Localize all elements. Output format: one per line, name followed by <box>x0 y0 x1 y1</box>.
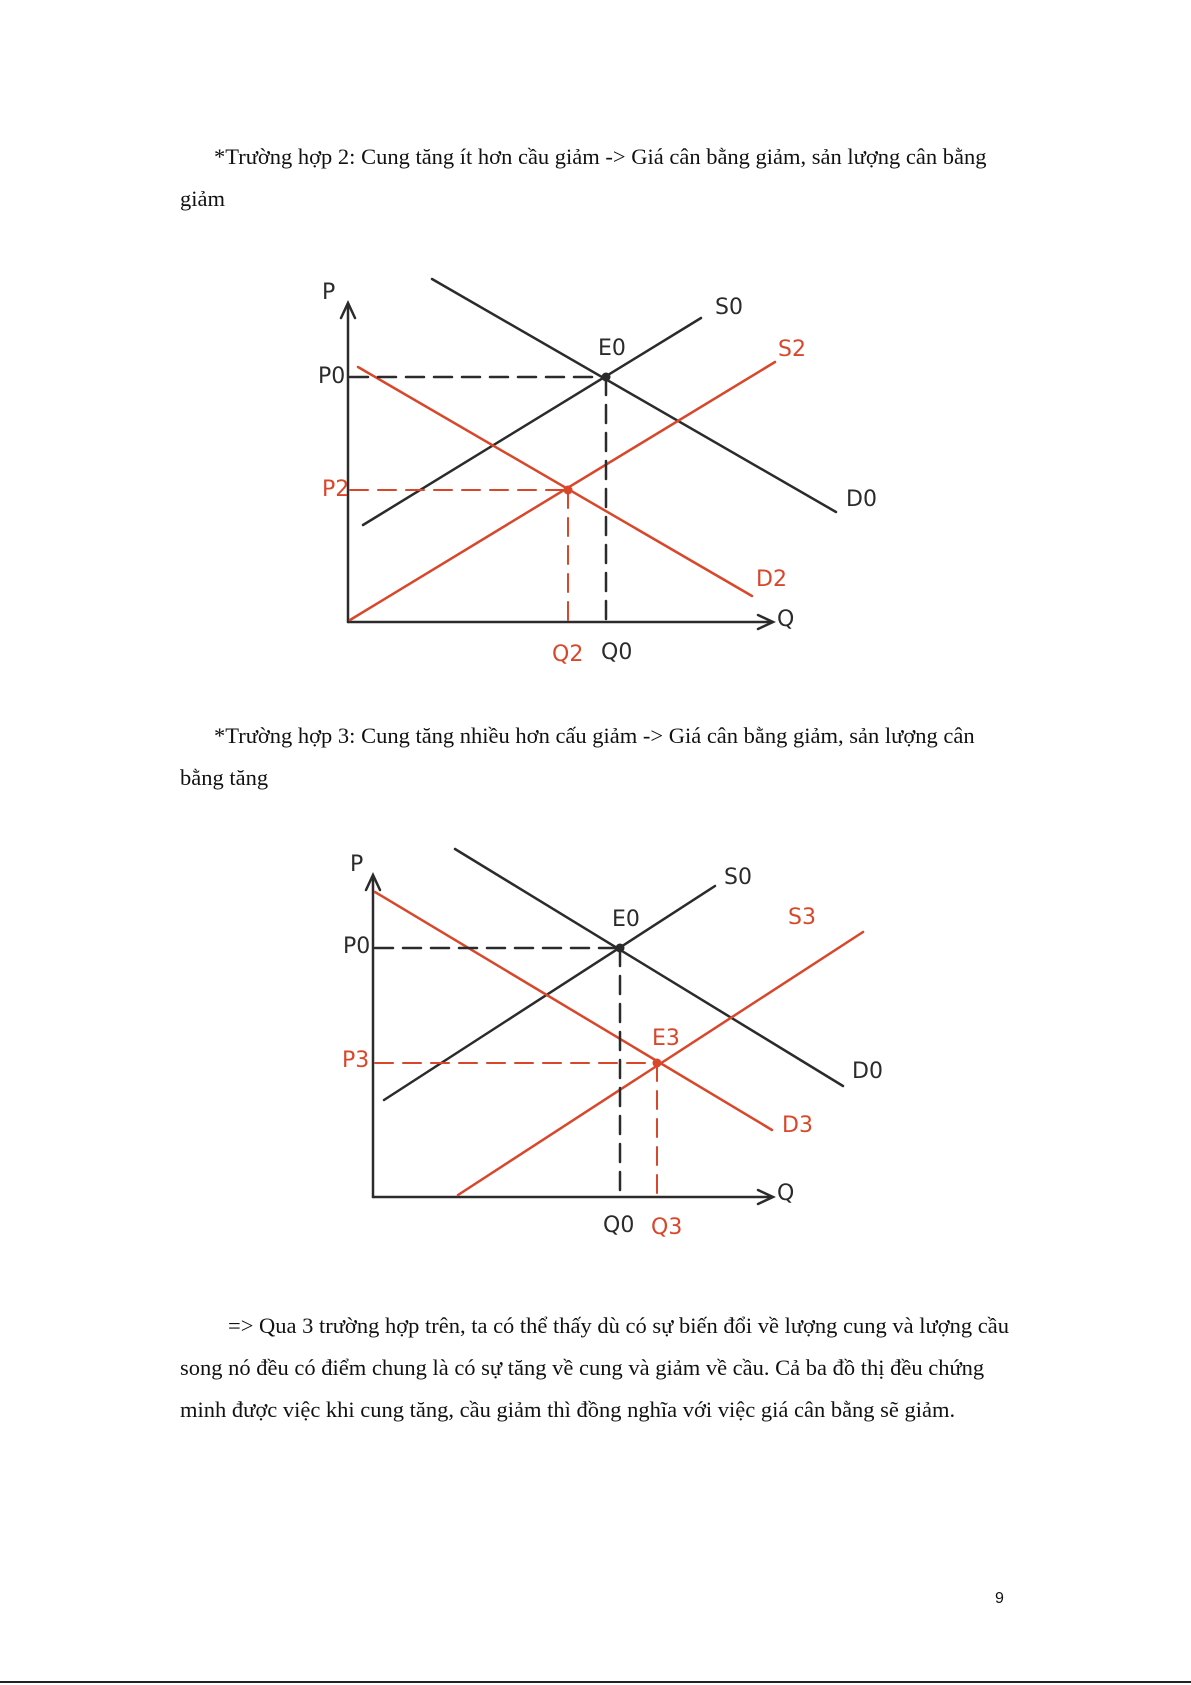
conclusion-paragraph: => Qua 3 trường hợp trên, ta có thể thấy dù có sự biến đổi về lượng cung và lượng cầu song nó đều có điểm chung là có sự tăng về cung và giảm về cầu. Cả ba đồ thị đều chứng minh được việc khi cung tăng, cầu giảm thì đồng nghĩa với việc giá cân bằng sẽ giảm. <box>180 1313 1009 1422</box>
label-Q0: Q0 <box>601 640 633 665</box>
label-Q2: Q2 <box>552 642 584 667</box>
label-D0: D0 <box>846 487 877 512</box>
label-S0: S0 <box>724 865 752 890</box>
label-P0: P0 <box>318 364 346 389</box>
label-D3: D3 <box>782 1113 813 1138</box>
label-P3: P3 <box>342 1048 370 1073</box>
case3-paragraph: *Trường hợp 3: Cung tăng nhiều hơn cấu giảm -> Giá cân bằng giảm, sản lượng cân bằng tăng <box>180 723 975 790</box>
label-x-axis: Q <box>777 1181 795 1206</box>
label-x-axis: Q <box>777 607 795 632</box>
label-E0: E0 <box>598 336 626 361</box>
label-P0: P0 <box>343 934 371 959</box>
label-S3: S3 <box>788 905 816 930</box>
page-number: 9 <box>995 1590 1004 1607</box>
label-S2: S2 <box>778 337 806 362</box>
label-S0: S0 <box>715 295 743 320</box>
label-E3: E3 <box>652 1026 680 1051</box>
case2-paragraph: *Trường hợp 2: Cung tăng ít hơn cầu giảm -> Giá cân bằng giảm, sản lượng cân bằng giảm <box>180 144 987 211</box>
point-E0 <box>616 944 625 953</box>
label-P2: P2 <box>322 477 350 502</box>
bottom-rule <box>0 1681 1191 1683</box>
label-Q0: Q0 <box>603 1213 635 1238</box>
label-D0: D0 <box>852 1059 883 1084</box>
label-Q3: Q3 <box>651 1215 683 1240</box>
series-D0 <box>455 849 843 1086</box>
series-D3 <box>375 892 772 1130</box>
label-D2: D2 <box>756 567 787 592</box>
label-y-axis: P <box>350 852 364 877</box>
point-E3 <box>653 1059 662 1068</box>
label-E0: E0 <box>612 907 640 932</box>
series-S0 <box>384 886 715 1100</box>
label-y-axis: P <box>322 280 336 305</box>
